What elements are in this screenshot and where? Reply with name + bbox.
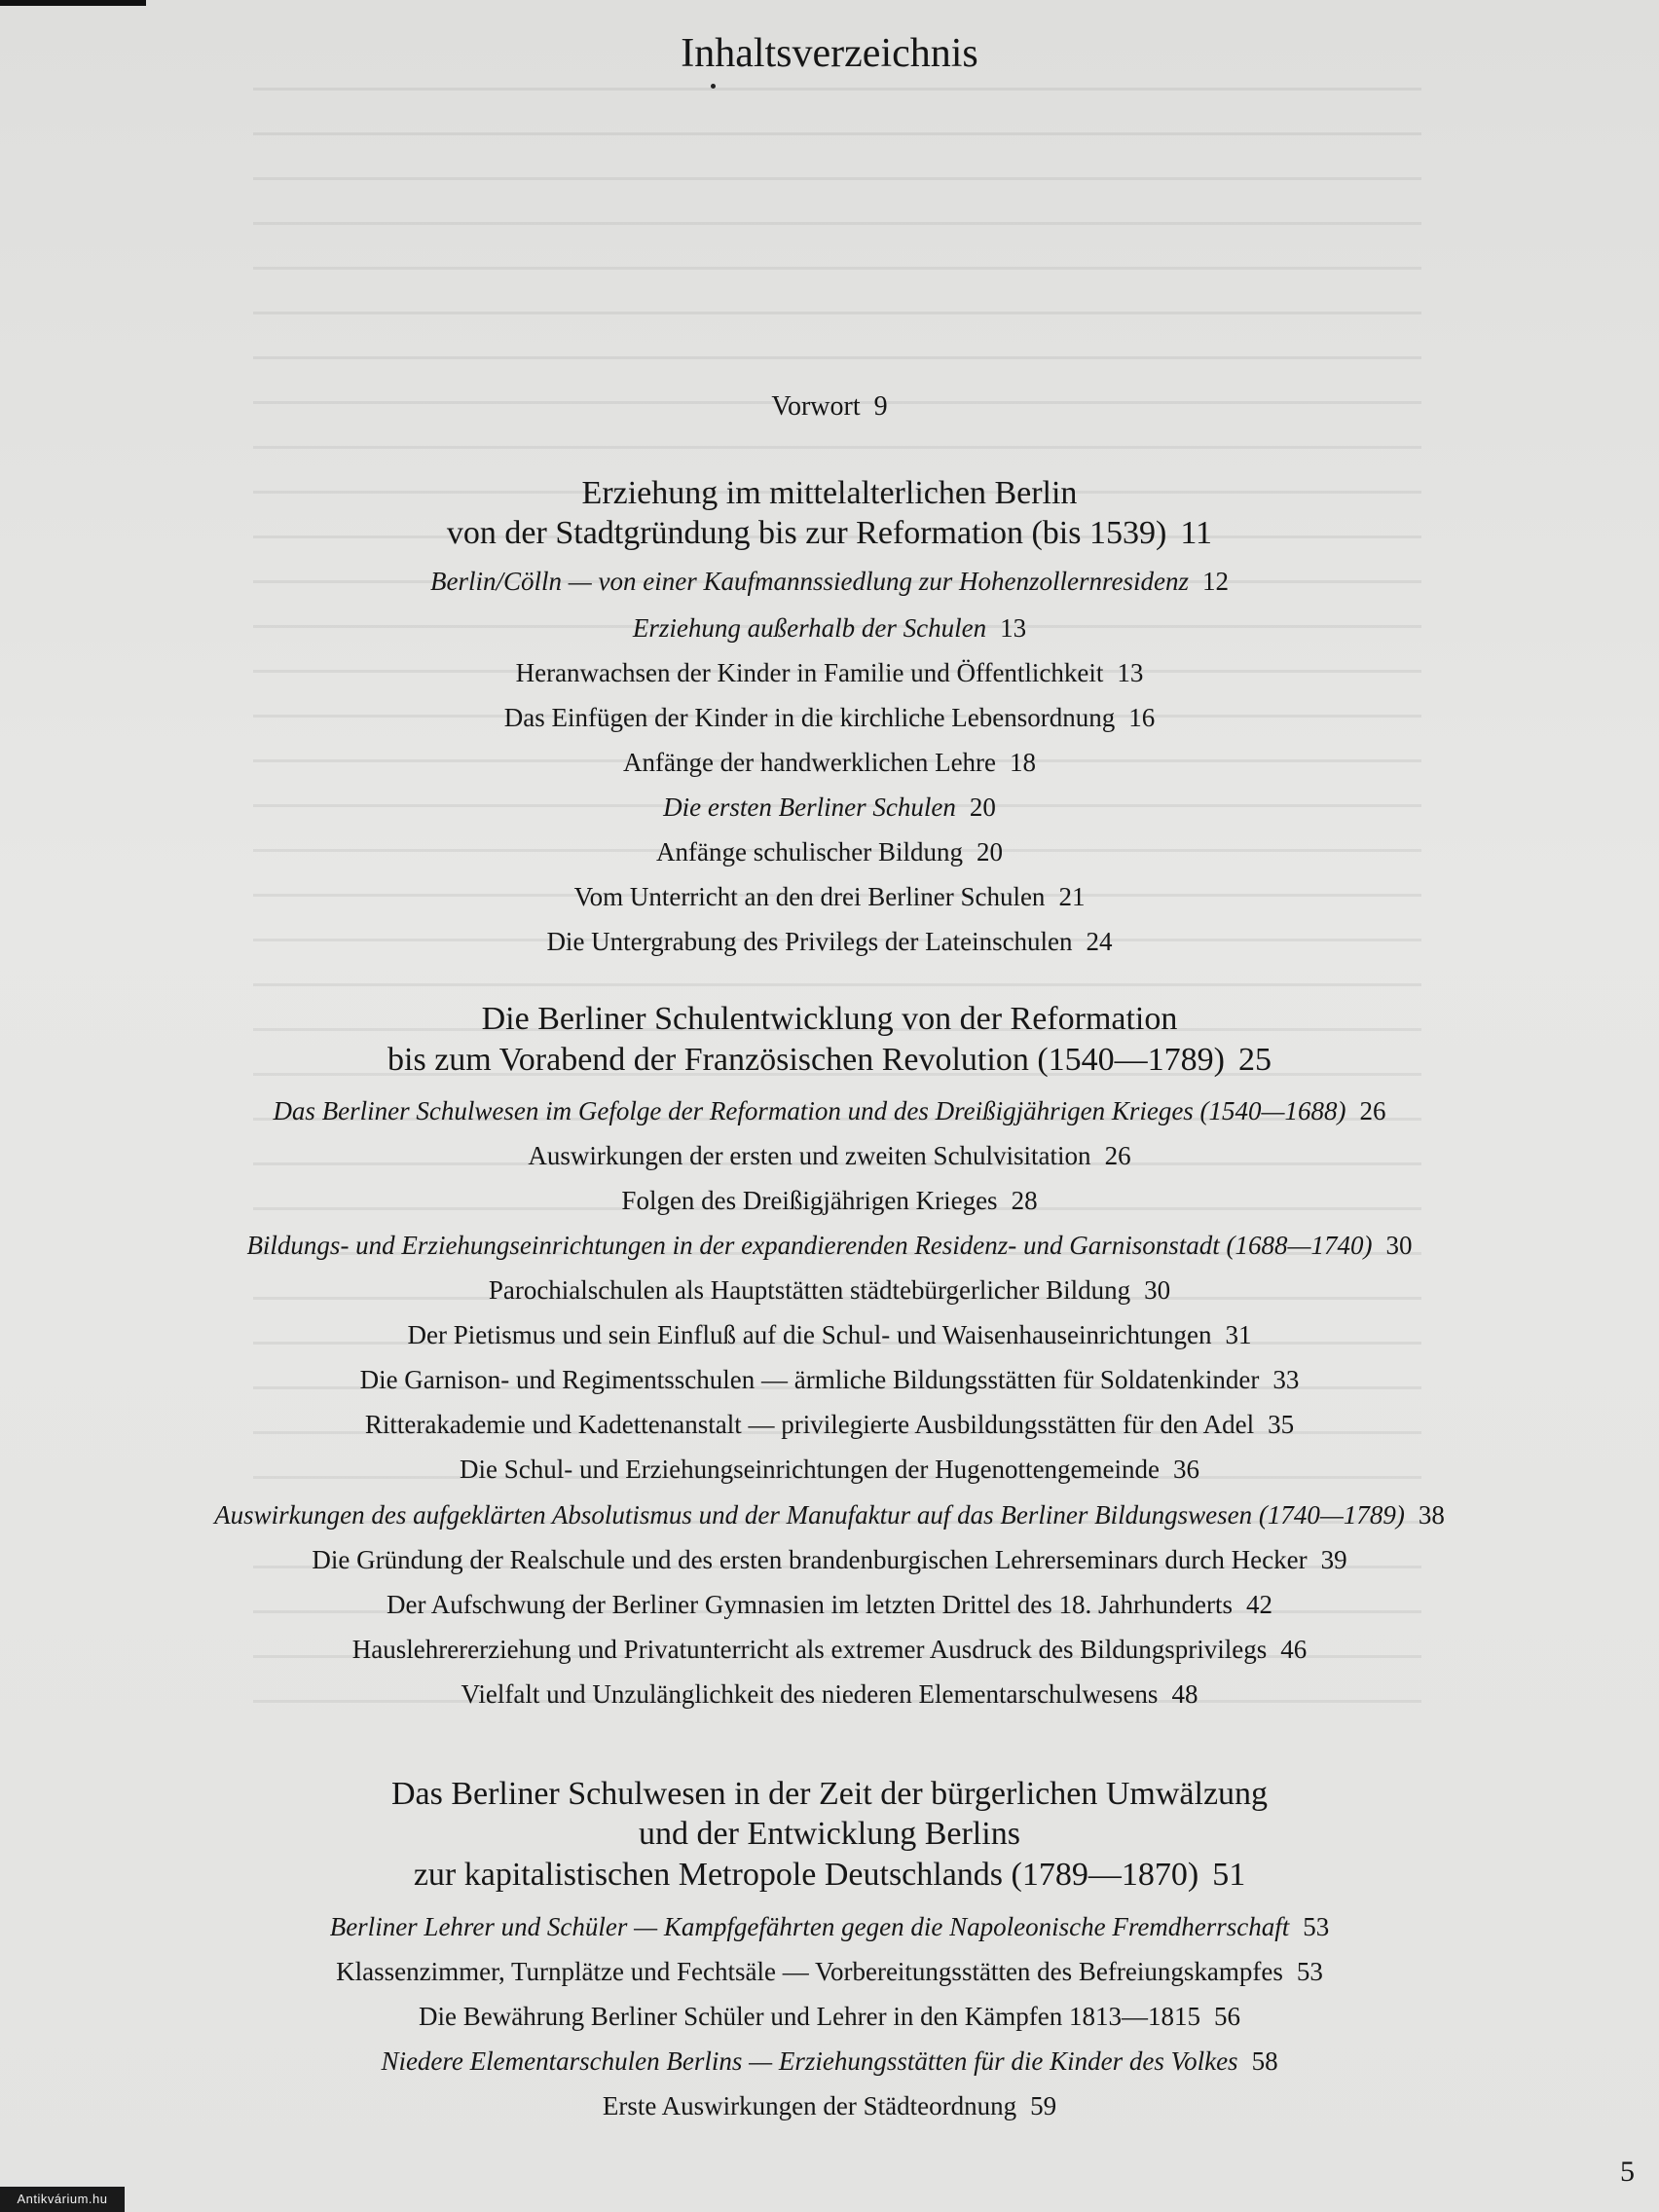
- page-number: 5: [1620, 2156, 1635, 2188]
- toc-subsection: [0, 1322, 1659, 1348]
- page-title: Inhaltsverzeichnis: [681, 31, 978, 76]
- toc-text: Der Pietismus und sein Einfluß auf die Schul- und Waisenhauseinrichtungen: [407, 1320, 1212, 1349]
- toc-part-heading: [0, 1003, 1659, 1036]
- toc-page: 28: [1011, 1186, 1038, 1215]
- toc-part-heading: [0, 1044, 1659, 1077]
- toc-text: Die Gründung der Realschule und des ersten brandenburgischen Lehrerseminars durch Hecker: [312, 1545, 1308, 1574]
- toc-text: Vielfalt und Unzulänglichkeit des niederen Elementarschulwesens: [461, 1679, 1159, 1709]
- toc-chapter: [0, 1502, 1659, 1529]
- toc-page: 46: [1280, 1635, 1308, 1664]
- toc-page: 20: [969, 793, 996, 822]
- toc-text: Klassenzimmer, Turnplätze und Fechtsäle — Vorbereitungsstätten des Befreiungskampfes: [336, 1957, 1283, 1986]
- toc-page: 25: [1237, 1042, 1272, 1078]
- toc-text: Berlin/Cölln — von einer Kaufmannssiedlung zur Hohenzollernresidenz: [430, 567, 1189, 596]
- toc-text: Anfänge schulischer Bildung: [656, 837, 963, 866]
- toc-text: Ritterakademie und Kadettenanstalt — privilegierte Ausbildungsstätten für den Adel: [364, 1410, 1255, 1439]
- toc-page: 12: [1201, 567, 1229, 596]
- toc-text: Die ersten Berliner Schulen: [663, 793, 956, 822]
- toc-text: Auswirkungen der ersten und zweiten Schulvisitation: [528, 1141, 1091, 1170]
- toc-subsection: [0, 1681, 1659, 1708]
- toc-text: Die Garnison- und Regimentsschulen — ärmliche Bildungsstätten für Soldatenkinder: [359, 1365, 1260, 1394]
- toc-page: 48: [1171, 1679, 1198, 1709]
- toc-text: Die Berliner Schulentwicklung von der Reformation: [481, 1001, 1178, 1037]
- toc-page: 18: [1010, 748, 1037, 777]
- toc-subsection: [0, 839, 1659, 866]
- toc-subsection: [0, 1188, 1659, 1214]
- toc-page: 13: [1117, 658, 1144, 687]
- toc-chapter: [0, 2048, 1659, 2075]
- toc-chapter: [0, 569, 1659, 595]
- toc-text: Niedere Elementarschulen Berlins — Erziehungsstätten für die Kinder des Volkes: [381, 2046, 1238, 2076]
- toc-page: 30: [1385, 1231, 1413, 1260]
- toc-text: Vorwort: [771, 391, 861, 422]
- toc-text: Anfänge der handwerklichen Lehre: [622, 748, 997, 777]
- toc-text: Das Berliner Schulwesen im Gefolge der Reformation und des Dreißigjährigen Krieges (1540—1688): [273, 1096, 1346, 1125]
- toc-text: Hauslehrererziehung und Privatunterricht als extremer Ausdruck des Bildungsprivilegs: [351, 1635, 1268, 1664]
- toc-text: zur kapitalistischen Metropole Deutschlands (1789—1870): [413, 1857, 1199, 1893]
- toc-part-heading: [0, 1778, 1659, 1811]
- toc-chapter: [0, 1098, 1659, 1124]
- toc-chapter: [0, 1233, 1659, 1259]
- toc-page: 26: [1359, 1096, 1386, 1125]
- toc-page: 24: [1086, 927, 1113, 956]
- toc-subsection: [0, 1959, 1659, 1985]
- toc-text: Heranwachsen der Kinder in Familie und Öffentlichkeit: [515, 658, 1104, 687]
- toc-page: 51: [1212, 1857, 1246, 1893]
- toc-text: Die Untergrabung des Privilegs der Lateinschulen: [546, 927, 1073, 956]
- toc-subsection: [0, 1412, 1659, 1438]
- toc-entry-vorwort: [0, 393, 1659, 421]
- toc-text: Parochialschulen als Hauptstätten städtebürgerlicher Bildung: [488, 1275, 1131, 1305]
- toc-chapter: [0, 794, 1659, 821]
- toc-page: 31: [1225, 1320, 1252, 1349]
- toc-subsection: [0, 1456, 1659, 1483]
- toc-text: Bildungs- und Erziehungseinrichtungen in der expandierenden Residenz- und Garnisonstadt (1688—1740): [246, 1231, 1373, 1260]
- toc-text: Berliner Lehrer und Schüler — Kampfgefährten gegen die Napoleonische Fremdherrschaft: [329, 1912, 1290, 1941]
- toc-part-heading: [0, 477, 1659, 510]
- toc-part-heading: [0, 1859, 1659, 1892]
- toc-subsection: [0, 1143, 1659, 1169]
- toc-text: von der Stadtgründung bis zur Reformation (bis 1539): [446, 515, 1167, 551]
- toc-page: 36: [1173, 1455, 1200, 1484]
- toc-subsection: [0, 884, 1659, 910]
- toc-subsection: [0, 1277, 1659, 1304]
- toc-text: Die Bewährung Berliner Schüler und Lehrer in den Kämpfen 1813—1815: [418, 2002, 1201, 2031]
- toc-page: 20: [976, 837, 1003, 866]
- toc-subsection: [0, 660, 1659, 686]
- toc-text: Der Aufschwung der Berliner Gymnasien im letzten Drittel des 18. Jahrhunderts: [386, 1590, 1234, 1619]
- toc-page: 58: [1251, 2046, 1278, 2076]
- toc-page: 53: [1303, 1912, 1330, 1941]
- toc-subsection: [0, 1367, 1659, 1393]
- toc-subsection: [0, 2004, 1659, 2030]
- toc-page: 53: [1296, 1957, 1323, 1986]
- toc-text: Erste Auswirkungen der Städteordnung: [602, 2091, 1017, 2120]
- toc-page: 33: [1272, 1365, 1300, 1394]
- toc-chapter: [0, 615, 1659, 642]
- toc-text: Auswirkungen des aufgeklärten Absolutismus und der Manufaktur auf das Berliner Bildungswesen (1740—1789): [214, 1500, 1405, 1530]
- toc-text: Erziehung außerhalb der Schulen: [632, 613, 987, 643]
- toc-subsection: [0, 929, 1659, 955]
- toc-text: Folgen des Dreißigjährigen Krieges: [621, 1186, 998, 1215]
- toc-text: Das Berliner Schulwesen in der Zeit der bürgerlichen Umwälzung: [390, 1776, 1269, 1812]
- toc-page: 38: [1418, 1500, 1445, 1530]
- toc-page: 26: [1104, 1141, 1131, 1170]
- toc-page: 21: [1058, 882, 1086, 911]
- toc-subsection: [0, 705, 1659, 731]
- toc-text: Die Schul- und Erziehungseinrichtungen der Hugenottengemeinde: [459, 1455, 1161, 1484]
- toc-page: 16: [1128, 703, 1156, 732]
- watermark-logo: Antikvárium.hu: [0, 2187, 125, 2212]
- top-rule: [0, 0, 146, 6]
- toc-page: 39: [1320, 1545, 1347, 1574]
- toc-text: bis zum Vorabend der Französischen Revolution (1540—1789): [387, 1042, 1225, 1078]
- toc-subsection: [0, 1637, 1659, 1663]
- toc-subsection: [0, 1592, 1659, 1618]
- toc-page: 35: [1268, 1410, 1295, 1439]
- toc-page: 42: [1246, 1590, 1273, 1619]
- toc-page: 56: [1214, 2002, 1241, 2031]
- toc-page: 11: [1180, 515, 1213, 551]
- toc-subsection: [0, 2093, 1659, 2120]
- toc-part-heading: [0, 517, 1659, 550]
- toc-subsection: [0, 1547, 1659, 1573]
- toc-page: 13: [1000, 613, 1027, 643]
- toc-text: und der Entwicklung Berlins: [639, 1816, 1020, 1852]
- toc-page: 59: [1030, 2091, 1057, 2120]
- toc-part-heading: [0, 1818, 1659, 1851]
- toc-text: Erziehung im mittelalterlichen Berlin: [581, 475, 1078, 511]
- toc-chapter: [0, 1914, 1659, 1940]
- toc-subsection: [0, 750, 1659, 776]
- toc-page: 9: [873, 391, 888, 422]
- toc-text: Vom Unterricht an den drei Berliner Schulen: [573, 882, 1046, 911]
- toc-page: 30: [1144, 1275, 1171, 1305]
- speck: [711, 84, 716, 89]
- toc-text: Das Einfügen der Kinder in die kirchliche Lebensordnung: [503, 703, 1116, 732]
